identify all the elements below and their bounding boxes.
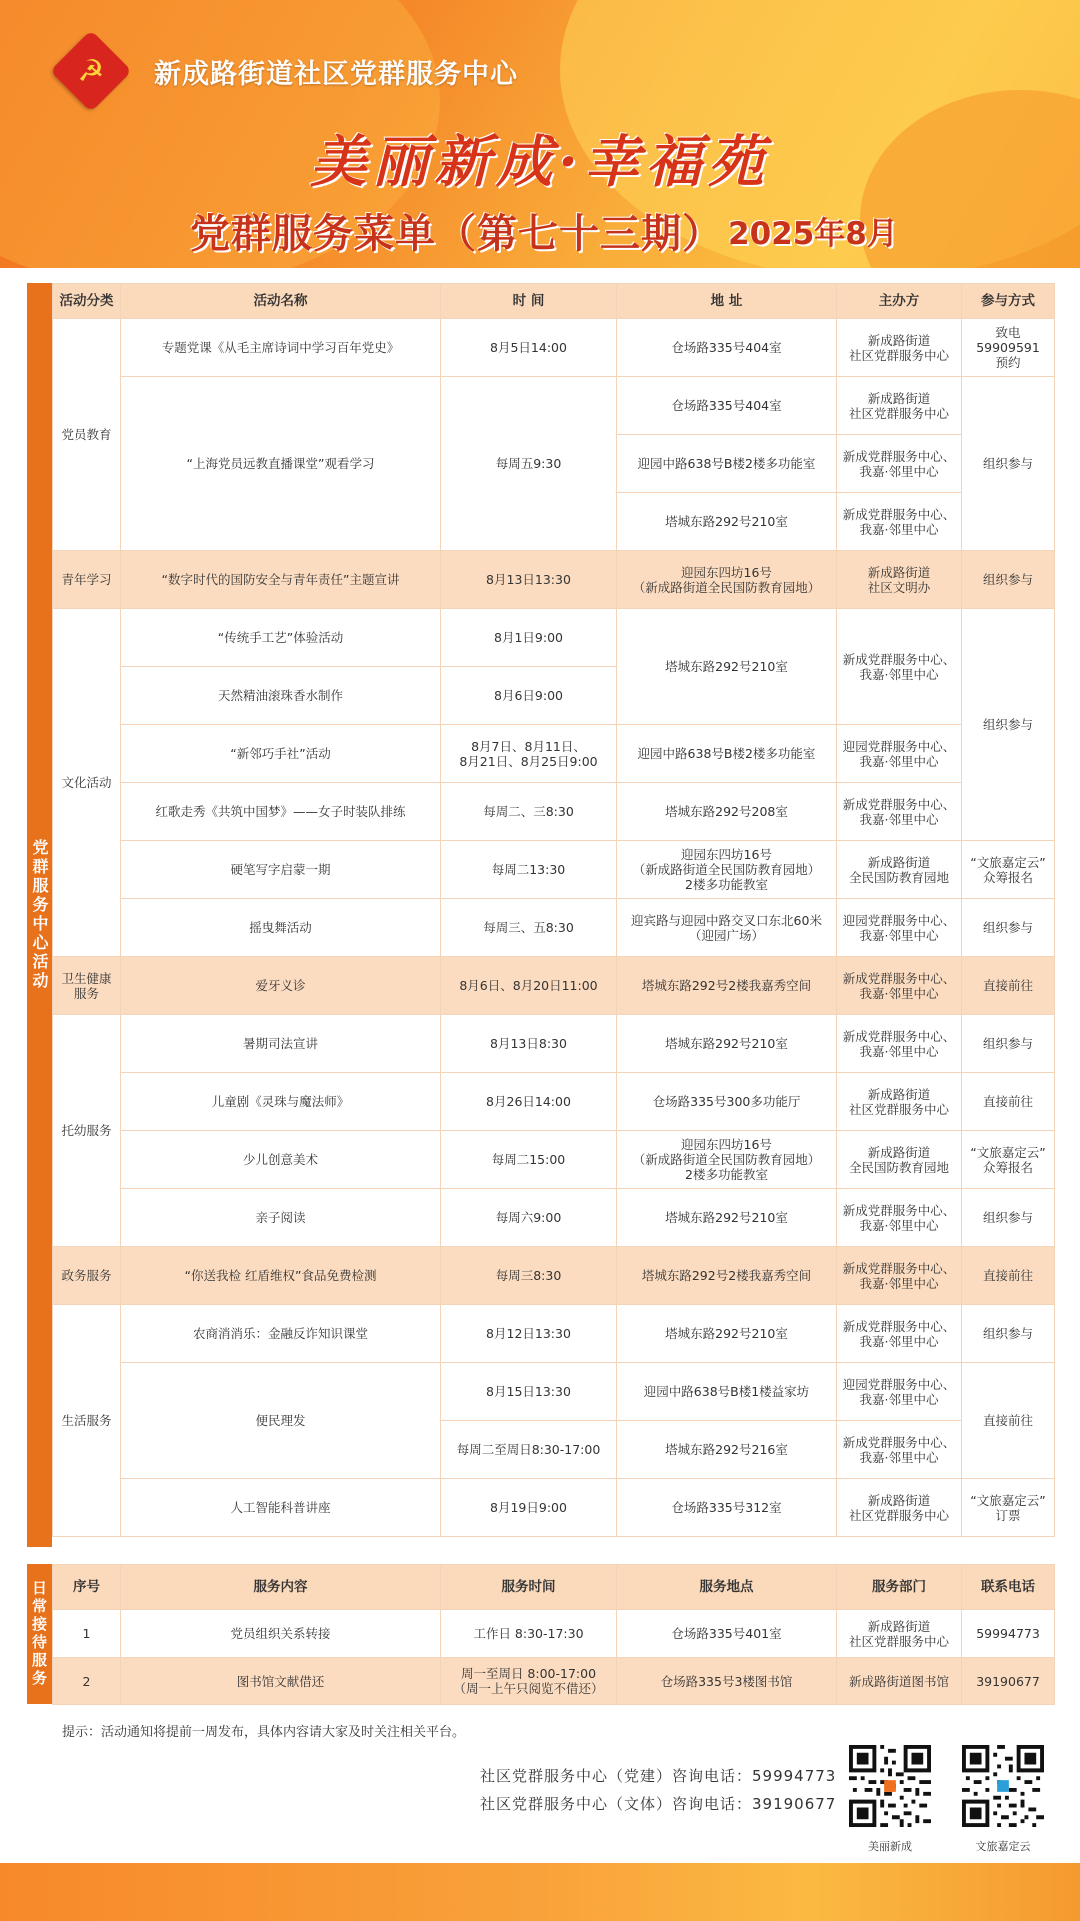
column-header: 服务内容 [121, 1565, 441, 1610]
activity-time: 8月7日、8月11日、 8月21日、8月25日9:00 [441, 725, 617, 783]
category-cell: 文化活动 [53, 609, 121, 957]
hotline-party-building: 社区党群服务中心（党建）咨询电话：59994773 [480, 1767, 837, 1785]
org-name: 新成路街道社区党群服务中心 [154, 59, 518, 90]
activity-time: 8月13日13:30 [441, 551, 617, 609]
activity-host: 新成路街道 全民国防教育园地 [837, 841, 962, 899]
column-header: 主办方 [837, 284, 962, 319]
service-dept: 新成路街道图书馆 [837, 1658, 962, 1705]
activity-host: 新成党群服务中心、 我嘉·邻里中心 [837, 493, 962, 551]
activity-address: 迎园东四坊16号 （新成路街道全民国防教育园地） 2楼多功能教室 [617, 841, 837, 899]
activity-host: 新成党群服务中心、 我嘉·邻里中心 [837, 957, 962, 1015]
table-row [53, 1189, 1055, 1247]
activity-address: 塔城东路292号210室 [617, 1305, 837, 1363]
activity-name: 儿童剧《灵珠与魔法师》 [121, 1073, 441, 1131]
activity-time: 每周三、五8:30 [441, 899, 617, 957]
activity-host: 新成党群服务中心、 我嘉·邻里中心 [837, 1189, 962, 1247]
activity-address: 塔城东路292号216室 [617, 1421, 837, 1479]
activity-name: 少儿创意美术 [121, 1131, 441, 1189]
activity-name: 摇曳舞活动 [121, 899, 441, 957]
menu-title: 党群服务菜单（第七十三期） [190, 211, 723, 257]
table-row [53, 841, 1055, 899]
activity-name: 人工智能科普讲座 [121, 1479, 441, 1537]
table-row [53, 609, 1055, 667]
activity-address: 迎园东四坊16号 （新成路街道全民国防教育园地） [617, 551, 837, 609]
activity-time: 8月6日、8月20日11:00 [441, 957, 617, 1015]
activity-name: 农商消消乐：金融反诈知识课堂 [121, 1305, 441, 1363]
table-row [53, 1610, 1055, 1658]
activity-host: 新成路街道 社区党群服务中心 [837, 377, 962, 435]
column-header: 活动名称 [121, 284, 441, 319]
activity-participation: “文旅嘉定云” 众筹报名 [962, 1131, 1055, 1189]
qr-code-icon[interactable] [962, 1745, 1044, 1827]
activity-address: 迎园中路638号B楼2楼多功能室 [617, 435, 837, 493]
category-cell: 青年学习 [53, 551, 121, 609]
column-header: 地 址 [617, 284, 837, 319]
activity-host: 新成路街道 社区党群服务中心 [837, 1479, 962, 1537]
activity-address: 塔城东路292号208室 [617, 783, 837, 841]
section-label-activities: 党群服务中心活动 [27, 283, 52, 1547]
activity-name: “你送我检 红盾维权”食品免费检测 [121, 1247, 441, 1305]
activity-host: 新成党群服务中心、 我嘉·邻里中心 [837, 609, 962, 725]
activity-address: 塔城东路292号210室 [617, 1015, 837, 1073]
table-row [53, 1073, 1055, 1131]
activity-host: 新成党群服务中心、 我嘉·邻里中心 [837, 783, 962, 841]
activity-address: 塔城东路292号210室 [617, 1189, 837, 1247]
activity-name: 天然精油滚珠香水制作 [121, 667, 441, 725]
activity-participation: 组织参与 [962, 609, 1055, 841]
activity-time: 每周三8:30 [441, 1247, 617, 1305]
activity-participation: 组织参与 [962, 1189, 1055, 1247]
activity-host: 新成路街道 全民国防教育园地 [837, 1131, 962, 1189]
table-row [53, 783, 1055, 841]
footer-decor-band [0, 1863, 1080, 1921]
category-cell: 托幼服务 [53, 1015, 121, 1247]
activity-time: 每周二13:30 [441, 841, 617, 899]
table-row [53, 1363, 1055, 1421]
menu-date: 2025年8月 [728, 216, 898, 252]
activity-time: 8月1日9:00 [441, 609, 617, 667]
category-cell: 政务服务 [53, 1247, 121, 1305]
activity-participation: 组织参与 [962, 377, 1055, 551]
activity-time: 每周二、三8:30 [441, 783, 617, 841]
activity-participation: 组织参与 [962, 899, 1055, 957]
column-header: 时 间 [441, 284, 617, 319]
activity-participation: “文旅嘉定云” 订票 [962, 1479, 1055, 1537]
column-header: 参与方式 [962, 284, 1055, 319]
column-header: 服务地点 [617, 1565, 837, 1610]
activity-time: 8月12日13:30 [441, 1305, 617, 1363]
activity-time: 8月26日14:00 [441, 1073, 617, 1131]
table-header-row [53, 1565, 1055, 1610]
activity-address: 迎园中路638号B楼2楼多功能室 [617, 725, 837, 783]
service-number: 1 [53, 1610, 121, 1658]
activity-participation: 致电59909591 预约 [962, 319, 1055, 377]
service-place: 仓场路335号3楼图书馆 [617, 1658, 837, 1705]
qr-code-icon[interactable] [849, 1745, 931, 1827]
qr-label-wenlv-jiading: 文旅嘉定云 [975, 1840, 1031, 1853]
service-number: 2 [53, 1658, 121, 1705]
activity-name: 专题党课《从毛主席诗词中学习百年党史》 [121, 319, 441, 377]
hotline-culture-sports: 社区党群服务中心（文体）咨询电话：39190677 [480, 1795, 837, 1813]
activity-participation: 直接前往 [962, 1247, 1055, 1305]
activity-address: 仓场路335号312室 [617, 1479, 837, 1537]
table-row [53, 1479, 1055, 1537]
column-header: 服务部门 [837, 1565, 962, 1610]
column-header: 活动分类 [53, 284, 121, 319]
activity-name: 硬笔写字启蒙一期 [121, 841, 441, 899]
activity-address: 仓场路335号404室 [617, 319, 837, 377]
activity-name: 亲子阅读 [121, 1189, 441, 1247]
activity-time: 8月19日9:00 [441, 1479, 617, 1537]
activity-name: “传统手工艺”体验活动 [121, 609, 441, 667]
column-header: 服务时间 [441, 1565, 617, 1610]
activity-address: 塔城东路292号2楼我嘉秀空间 [617, 957, 837, 1015]
activity-time: 8月6日9:00 [441, 667, 617, 725]
activity-address: 迎园中路638号B楼1楼益家坊 [617, 1363, 837, 1421]
activity-name: 爱牙义诊 [121, 957, 441, 1015]
activity-address: 塔城东路292号210室 [617, 493, 837, 551]
activity-time: 每周六9:00 [441, 1189, 617, 1247]
activity-host: 新成党群服务中心、 我嘉·邻里中心 [837, 1421, 962, 1479]
activity-address: 塔城东路292号210室 [617, 609, 837, 725]
table-row [53, 1305, 1055, 1363]
notice-tip: 提示：活动通知将提前一周发布，具体内容请大家及时关注相关平台。 [62, 1725, 466, 1740]
activity-host: 迎园党群服务中心、 我嘉·邻里中心 [837, 899, 962, 957]
activity-name: “新邻巧手社”活动 [121, 725, 441, 783]
activity-name: 暑期司法宣讲 [121, 1015, 441, 1073]
table-row [53, 1658, 1055, 1705]
activity-time: 每周五9:30 [441, 377, 617, 551]
service-time: 工作日 8:30-17:30 [441, 1610, 617, 1658]
activity-address: 塔城东路292号2楼我嘉秀空间 [617, 1247, 837, 1305]
activity-time: 8月15日13:30 [441, 1363, 617, 1421]
table-row [53, 1015, 1055, 1073]
activity-name: 红歌走秀《共筑中国梦》——女子时装队排练 [121, 783, 441, 841]
activity-participation: 组织参与 [962, 1305, 1055, 1363]
table-row [53, 1131, 1055, 1189]
activity-host: 新成路街道 社区党群服务中心 [837, 1073, 962, 1131]
table-row [53, 1247, 1055, 1305]
table-row [53, 319, 1055, 377]
activity-address: 迎宾路与迎园中路交叉口东北60米 （迎园广场） [617, 899, 837, 957]
activity-name: “数字时代的国防安全与青年责任”主题宣讲 [121, 551, 441, 609]
activity-address: 仓场路335号404室 [617, 377, 837, 435]
column-header: 联系电话 [962, 1565, 1055, 1610]
activity-host: 迎园党群服务中心、 我嘉·邻里中心 [837, 725, 962, 783]
service-place: 仓场路335号401室 [617, 1610, 837, 1658]
table-row [53, 377, 1055, 435]
activity-address: 迎园东四坊16号 （新成路街道全民国防教育园地） 2楼多功能教室 [617, 1131, 837, 1189]
activity-host: 迎园党群服务中心、 我嘉·邻里中心 [837, 1363, 962, 1421]
hammer-sickle-icon: ☭ [77, 53, 105, 89]
activity-participation: 直接前往 [962, 957, 1055, 1015]
service-content: 图书馆文献借还 [121, 1658, 441, 1705]
activity-participation: 组织参与 [962, 551, 1055, 609]
activity-participation: 直接前往 [962, 1363, 1055, 1479]
table-row [53, 551, 1055, 609]
activity-host: 新成党群服务中心、 我嘉·邻里中心 [837, 1247, 962, 1305]
qr-label-meili-xincheng: 美丽新成 [868, 1840, 912, 1853]
activity-participation: “文旅嘉定云” 众筹报名 [962, 841, 1055, 899]
service-time: 周一至周日 8:00-17:00 （周一上午只阅览不借还） [441, 1658, 617, 1705]
activity-host: 新成党群服务中心、 我嘉·邻里中心 [837, 435, 962, 493]
table-row [53, 899, 1055, 957]
activity-participation: 直接前往 [962, 1073, 1055, 1131]
category-cell: 党员教育 [53, 319, 121, 551]
service-phone: 39190677 [962, 1658, 1055, 1705]
daily-service-table [52, 1564, 1055, 1705]
activity-time: 8月5日14:00 [441, 319, 617, 377]
category-cell: 生活服务 [53, 1305, 121, 1537]
table-row [53, 725, 1055, 783]
activity-name: “上海党员远教直播课堂”观看学习 [121, 377, 441, 551]
activity-name: 便民理发 [121, 1363, 441, 1479]
slogan: 美丽新成·幸福苑 [310, 129, 770, 195]
service-dept: 新成路街道 社区党群服务中心 [837, 1610, 962, 1658]
activity-host: 新成路街道 社区文明办 [837, 551, 962, 609]
activities-table [52, 283, 1055, 1537]
table-header-row [53, 284, 1055, 319]
service-content: 党员组织关系转接 [121, 1610, 441, 1658]
activity-participation: 组织参与 [962, 1015, 1055, 1073]
activity-time: 8月13日8:30 [441, 1015, 617, 1073]
column-header: 序号 [53, 1565, 121, 1610]
section-label-daily: 日常接待服务 [27, 1564, 52, 1704]
activity-host: 新成党群服务中心、 我嘉·邻里中心 [837, 1305, 962, 1363]
table-row [53, 957, 1055, 1015]
service-phone: 59994773 [962, 1610, 1055, 1658]
activity-time: 每周二15:00 [441, 1131, 617, 1189]
activity-address: 仓场路335号300多功能厅 [617, 1073, 837, 1131]
activity-time: 每周二至周日8:30-17:00 [441, 1421, 617, 1479]
category-cell: 卫生健康服务 [53, 957, 121, 1015]
activity-host: 新成路街道 社区党群服务中心 [837, 319, 962, 377]
activity-host: 新成党群服务中心、 我嘉·邻里中心 [837, 1015, 962, 1073]
page-header [0, 0, 1080, 268]
